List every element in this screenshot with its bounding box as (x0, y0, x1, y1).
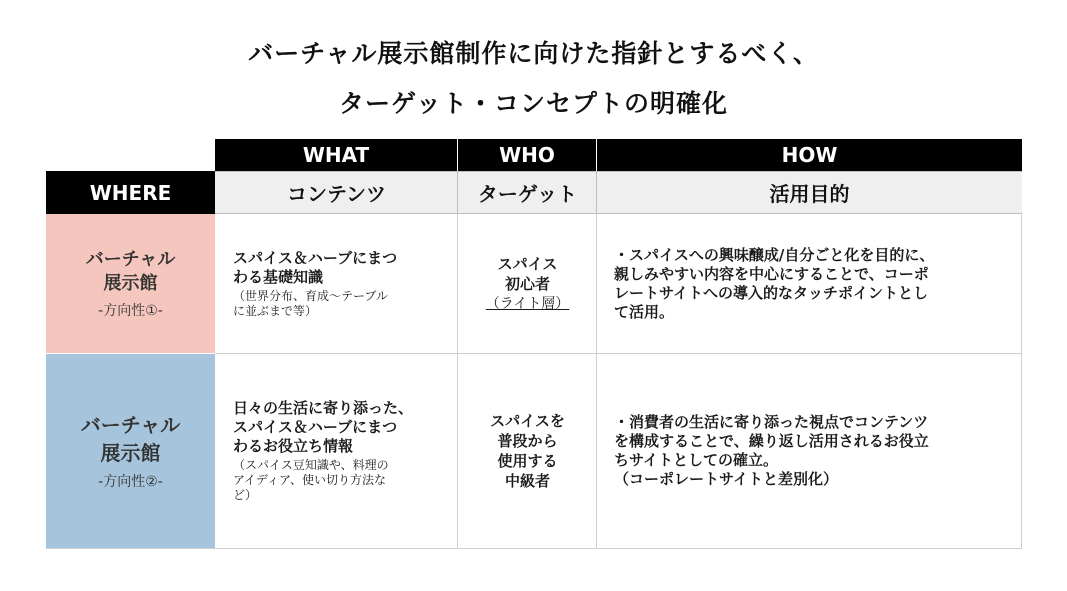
header-how: HOW (597, 139, 1022, 171)
where-label-line1: バーチャル (80, 413, 181, 437)
who-line: 使用する (497, 452, 558, 470)
how-line: を構成することで、繰り返し活用されるお役立 (614, 432, 929, 450)
how-line: ・消費者の生活に寄り添った視点でコンテンツ (614, 413, 929, 431)
how-cell-direction-1 (614, 214, 1019, 353)
header-where: WHERE (46, 171, 215, 214)
header-who: WHO (458, 139, 596, 171)
what-note-line: に並ぶまで等） (233, 303, 318, 318)
who-cell-direction-1 (458, 214, 597, 353)
what-main-line: 日々の生活に寄り添った、 (233, 399, 414, 417)
how-line: て活用。 (614, 302, 675, 321)
where-sublabel: -方向性②- (98, 474, 163, 490)
what-cell-direction-1 (233, 214, 455, 353)
what-note-line: （スパイス豆知識や、料理の (233, 458, 389, 472)
how-line: 親しみやすい内容を中心にすることで、コーポ (614, 264, 929, 283)
how-cell-direction-2 (614, 354, 1019, 548)
what-note-line: アイディア、使い切り方法な (233, 473, 387, 487)
what-main-line: わるお役立ち情報 (233, 437, 354, 455)
what-main-line: わる基礎知識 (233, 267, 324, 286)
table-right-border (1021, 214, 1022, 548)
what-main-line: スパイス＆ハーブにまつ (233, 248, 398, 267)
header-divider (596, 171, 597, 214)
who-line: スパイス (497, 254, 558, 273)
who-line: 普段から (497, 432, 558, 450)
what-note-line: ど） (233, 488, 258, 502)
column-divider (457, 214, 458, 548)
what-note-line: （世界分布、育成～テーブル (233, 288, 388, 303)
where-cell-direction-1 (46, 214, 215, 353)
how-line: ・スパイスへの興味醸成/自分ごと化を目的に、 (614, 245, 935, 264)
where-label-line1: バーチャル (85, 248, 176, 270)
header-divider (596, 139, 597, 171)
page-title-line1: バーチャル展示館制作に向けた指針とするべく、 (248, 39, 819, 68)
header-target: ターゲット (458, 171, 597, 214)
who-line: 初心者 (504, 274, 550, 293)
where-label-line2: 展示館 (100, 441, 161, 465)
who-line: スパイスを (490, 412, 565, 430)
header-purpose: 活用目的 (597, 171, 1022, 214)
where-cell-direction-2 (46, 354, 215, 548)
how-line: ちサイトとしての確立。 (614, 451, 778, 469)
who-line-underlined: （ライト層） (485, 295, 570, 312)
header-what: WHAT (215, 139, 457, 171)
header-divider (457, 139, 458, 171)
who-line: 中級者 (504, 472, 550, 490)
column-divider (596, 214, 597, 548)
page-title-line2: ターゲット・コンセプトの明確化 (338, 89, 728, 118)
table-bottom-border (46, 548, 1022, 549)
header-divider (457, 171, 458, 214)
where-label-line2: 展示館 (103, 272, 158, 294)
what-cell-direction-2 (233, 354, 455, 548)
row-divider (215, 353, 1022, 354)
what-main-line: スパイス＆ハーブにまつ (233, 418, 398, 436)
where-sublabel: -方向性①- (98, 302, 163, 319)
who-cell-direction-2 (458, 354, 597, 548)
how-line: （コーポレートサイトと差別化） (614, 470, 838, 488)
header-contents: コンテンツ (215, 171, 458, 214)
how-line: レートサイトへの導入的なタッチポイントとし (614, 283, 928, 302)
